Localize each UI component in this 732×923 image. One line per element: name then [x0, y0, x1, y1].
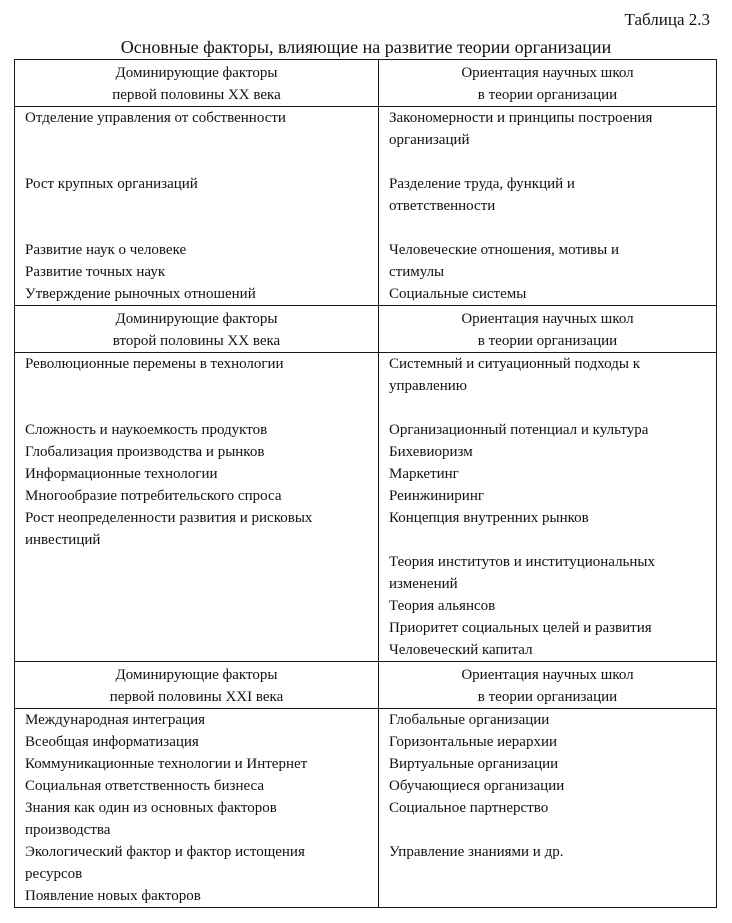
- cell-line: Разделение труда, функций и: [389, 176, 575, 192]
- cell-line: изменений: [389, 576, 458, 592]
- header-line: Доминирующие факторы: [115, 65, 278, 81]
- cell-line: Социальные системы: [389, 286, 527, 302]
- cell-line: Организационный потенциал и культура: [389, 422, 649, 438]
- factors-cell: [15, 353, 379, 662]
- cell-line: Развитие наук о человеке: [25, 242, 187, 258]
- factors-header-cell: [15, 60, 379, 107]
- factors-cell: [15, 107, 379, 306]
- cell-line: Рост неопределенности развития и рисковых: [25, 510, 313, 526]
- cell-line: инвестиций: [25, 532, 101, 548]
- spacer: [25, 129, 372, 151]
- spacer: [389, 529, 710, 551]
- schools-cell: [379, 353, 717, 662]
- cell-line: ответственности: [389, 198, 496, 214]
- spacer: [25, 639, 372, 661]
- header-line: первой половины XXI века: [109, 689, 284, 705]
- cell-line: Системный и ситуационный подходы к: [389, 356, 640, 372]
- header-line: Ориентация научных школ: [461, 667, 634, 683]
- cell-line: Развитие точных наук: [25, 264, 166, 280]
- section-header-row: [15, 662, 717, 709]
- spacer: [389, 819, 710, 841]
- cell-line: Глобальные организации: [389, 712, 550, 728]
- cell-line: Знания как один из основных факторов: [25, 800, 277, 816]
- cell-line: Международная интеграция: [25, 712, 206, 728]
- cell-line: Закономерности и принципы построения: [389, 110, 653, 126]
- section-body-row: [15, 107, 717, 306]
- header-line: Ориентация научных школ: [461, 65, 634, 81]
- table-title: Основные факторы, влияющие на развитие теории организации: [120, 37, 612, 57]
- spacer: [25, 375, 372, 397]
- factors-cell: [15, 709, 379, 908]
- cell-line: Маркетинг: [389, 466, 459, 482]
- cell-line: Концепция внутренних рынков: [389, 510, 589, 526]
- cell-line: Рост крупных организаций: [25, 176, 198, 192]
- schools-header-cell: [379, 306, 717, 353]
- spacer: [389, 885, 710, 907]
- cell-line: Появление новых факторов: [25, 888, 201, 904]
- spacer: [389, 217, 710, 239]
- cell-line: Социальная ответственность бизнеса: [25, 778, 264, 794]
- schools-header-cell: [379, 662, 717, 709]
- cell-line: Отделение управления от собственности: [25, 110, 286, 126]
- header-line: второй половины XX века: [112, 333, 281, 349]
- header-line: Доминирующие факторы: [115, 311, 278, 327]
- header-line: Ориентация научных школ: [461, 311, 634, 327]
- cell-line: Человеческий капитал: [389, 642, 533, 658]
- header-line: в теории организации: [477, 333, 618, 349]
- schools-cell: [379, 107, 717, 306]
- cell-line: стимулы: [389, 264, 445, 280]
- cell-line: управлению: [389, 378, 467, 394]
- cell-line: организаций: [389, 132, 470, 148]
- spacer: [25, 151, 372, 173]
- cell-line: Утверждение рыночных отношений: [25, 286, 256, 302]
- section-body-row: [15, 353, 717, 662]
- cell-line: Реинжиниринг: [389, 488, 485, 504]
- spacer: [389, 151, 710, 173]
- cell-line: Бихевиоризм: [389, 444, 473, 460]
- cell-line: Сложность и наукоемкость продуктов: [25, 422, 268, 438]
- spacer: [389, 863, 710, 885]
- table-label: Таблица 2.3: [624, 10, 710, 29]
- schools-header-cell: [379, 60, 717, 107]
- cell-line: Теория альянсов: [389, 598, 496, 614]
- cell-line: производства: [25, 822, 111, 838]
- cell-line: Информационные технологии: [25, 466, 218, 482]
- header-line: Доминирующие факторы: [115, 667, 278, 683]
- header-line: в теории организации: [477, 87, 618, 103]
- cell-line: ресурсов: [25, 866, 83, 882]
- spacer: [389, 397, 710, 419]
- cell-line: Человеческие отношения, мотивы и: [389, 242, 619, 258]
- section-header-row: [15, 60, 717, 107]
- cell-line: Горизонтальные иерархии: [389, 734, 558, 750]
- header-line: первой половины XX века: [112, 87, 281, 103]
- cell-line: Приоритет социальных целей и развития: [389, 620, 652, 636]
- cell-line: Виртуальные организации: [389, 756, 559, 772]
- factors-header-cell: [15, 662, 379, 709]
- spacer: [25, 195, 372, 217]
- schools-cell: [379, 709, 717, 908]
- section-body-row: [15, 709, 717, 908]
- cell-line: Всеобщая информатизация: [25, 734, 199, 750]
- factors-header-cell: [15, 306, 379, 353]
- spacer: [25, 217, 372, 239]
- spacer: [25, 551, 372, 573]
- spacer: [25, 617, 372, 639]
- cell-line: Экологический фактор и фактор истощения: [25, 844, 305, 860]
- factors-table: [14, 59, 717, 908]
- cell-line: Теория институтов и институциональных: [389, 554, 656, 570]
- spacer: [25, 595, 372, 617]
- cell-line: Глобализация производства и рынков: [25, 444, 265, 460]
- cell-line: Коммуникационные технологии и Интернет: [25, 756, 308, 772]
- factors-table-body: [15, 60, 717, 908]
- section-header-row: [15, 306, 717, 353]
- spacer: [25, 573, 372, 595]
- cell-line: Многообразие потребительского спроса: [25, 488, 282, 504]
- cell-line: Управление знаниями и др.: [389, 844, 564, 860]
- cell-line: Обучающиеся организации: [389, 778, 565, 794]
- cell-line: Революционные перемены в технологии: [25, 356, 284, 372]
- spacer: [25, 397, 372, 419]
- header-line: в теории организации: [477, 689, 618, 705]
- cell-line: Социальное партнерство: [389, 800, 549, 816]
